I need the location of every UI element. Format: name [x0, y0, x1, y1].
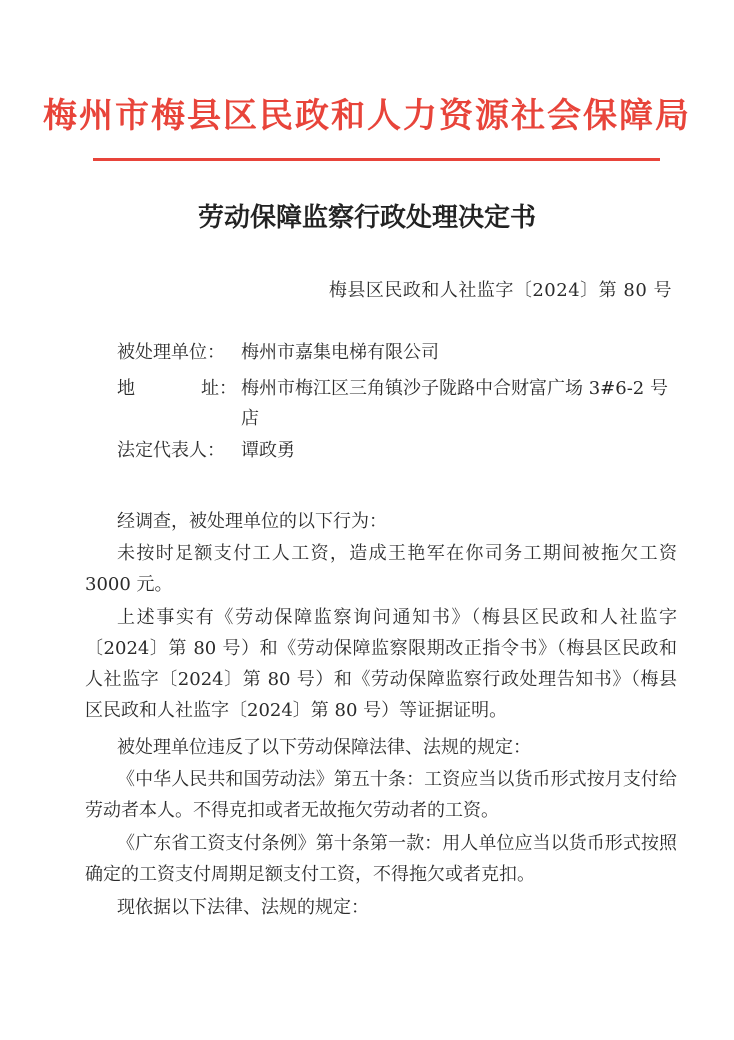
issuing-agency-heading: 梅州市梅县区民政和人力资源社会保障局 — [43, 96, 691, 136]
document-number: 梅县区民政和人社监字〔2024〕第 80 号 — [328, 280, 672, 301]
party-unit-label: 被处理单位： — [117, 342, 225, 363]
party-address-label-part-a: 地 — [117, 378, 135, 399]
body-paragraph-evidence: 上述事实有《劳动保障监察询问通知书》（梅县区民政和人社监字〔2024〕第 80 号）和《劳动保障监察限期改正指令书》（梅县区民政和人社监字〔2024〕第 80 号）和《劳动保障监察行政处理告知书》（梅县区民政和人社监字〔2024〕第 80 号）等证据证明。 — [85, 607, 677, 721]
party-representative-value: 谭政勇 — [241, 440, 295, 461]
party-representative-row — [117, 436, 295, 466]
party-address-label — [117, 374, 237, 404]
body-paragraph-legal-basis: 现依据以下法律、法规的规定： — [117, 897, 369, 918]
party-unit-value: 梅州市嘉集电梯有限公司 — [241, 342, 439, 363]
red-header-rule — [93, 158, 660, 161]
party-unit-row — [117, 338, 439, 368]
body-paragraph-labor-law: 《中华人民共和国劳动法》第五十条：工资应当以货币形式按月支付给劳动者本人。不得克扣或者无故拖欠劳动者的工资。 — [85, 769, 677, 821]
party-address-value: 梅州市梅江区三角镇沙子陇路中合财富广场 3#6-2 号店 — [241, 378, 668, 429]
body-paragraph-wage-regulation: 《广东省工资支付条例》第十条第一款：用人单位应当以货币形式按照确定的工资支付周期足额支付工资，不得拖欠或者克扣。 — [85, 833, 677, 885]
party-representative-label: 法定代表人： — [117, 440, 225, 461]
party-address-row — [117, 374, 677, 434]
document-title: 劳动保障监察行政处理决定书 — [197, 203, 536, 233]
body-paragraph-violation: 未按时足额支付工人工资，造成王艳军在你司务工期间被拖欠工资 3000 元。 — [85, 543, 677, 595]
body-paragraph-regulation-intro: 被处理单位违反了以下劳动保障法律、法规的规定： — [117, 737, 531, 758]
body-paragraph-investigation: 经调查，被处理单位的以下行为： — [117, 511, 387, 532]
party-address-label-part-b: 址： — [201, 378, 237, 399]
